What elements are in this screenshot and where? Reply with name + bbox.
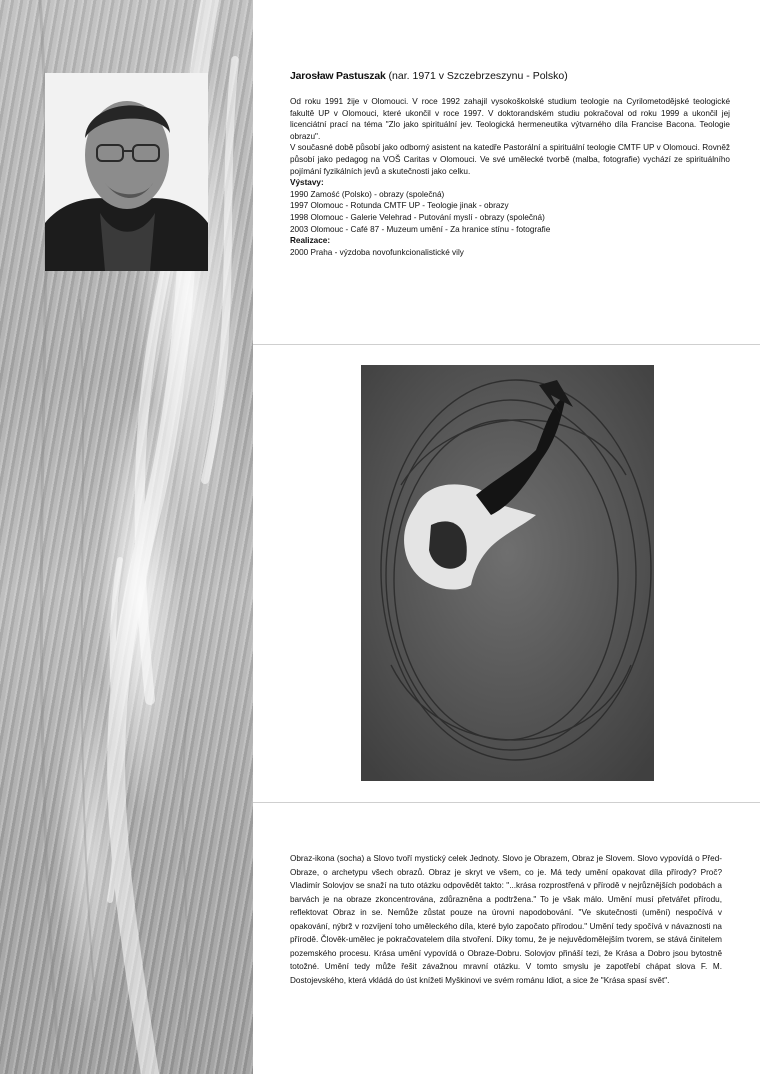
bio-paragraph: Od roku 1991 žije v Olomouci. V roce 1992 zahajil vysokoškolské studium teologie na Cyrilometodějské teologické fakultě UP v Olomouci, které ukončil v roce 1997. V doktorandském studiu pokračoval od roku 1999 a ukončil jej licenciátní prací na téma "Zlo jako spirituální jev. Teologická hermeneutika výtvarného díla Francise Bacona. Teologie obrazu". bbox=[290, 97, 730, 141]
artwork-illustration bbox=[361, 365, 654, 781]
section-divider bbox=[253, 344, 760, 345]
artist-birth-note: (nar. 1971 v Szczebrzeszynu - Polsko) bbox=[388, 70, 568, 82]
realization-item: 2000 Praha - výzdoba novofunkcionalistické vily bbox=[290, 247, 464, 257]
artist-name: Jarosław Pastuszak bbox=[290, 70, 386, 82]
artist-portrait-photo bbox=[45, 73, 208, 271]
artist-bio bbox=[290, 70, 730, 258]
essay-text: Obraz-ikona (socha) a Slovo tvoří mystický celek Jednoty. Slovo je Obrazem, Obraz je Slovem. Slovo vypovídá o Před-Obraze, o archetypu všech obrazů. Obraz je skryt ve všem, co je. Má tedy umění opakovat díla přírody? Proč? Vladimír Solovjov se snaží na tuto otázku odpovědět takto: "...krása rozprostřená v přírodě v nejrůznějších podobách a barvách je na obraze zkoncentrována, zdůrazněna a podtržena." To je však málo. Umění musí přetvářet přírodu, reflektovat Obraz in se. Nemůže zůstat pouze na úrovni napodobování. "Ve skutečnosti (umění) nespočívá v opakování, nýbrž v rozvíjení toho uměleckého díla, které bylo započato přírodou." Umění tedy spočívá v návaznosti na přírodě. Člověk-umělec je pokračovatelem díla stvoření. Díky tomu, že je nejuvědomělejším tvorem, se stává činitelem pozemského procesu. Krása umění vypovídá o Obraze-Dobru. Solovjov přináší tezi, že Krása a Dobro jsou bytostně totožné. Umění tedy může řešit závažnou mravní otázku. V tomto smyslu je zapotřebí chápat slova F. M. Dostojevského, která vkládá do úst knížeti Myškinovi ve svém románu Idiot, a sice že "Krása spasí svět". bbox=[290, 854, 722, 985]
artist-heading bbox=[290, 70, 730, 82]
section-divider bbox=[253, 802, 760, 803]
exhibition-item: 2003 Olomouc - Café 87 - Muzeum umění - Za hranice stínu - fotografie bbox=[290, 224, 551, 234]
exhibition-item: 1990 Zamość (Polsko) - obrazy (společná) bbox=[290, 189, 445, 199]
exhibition-item: 1997 Olomouc - Rotunda CMTF UP - Teologie jinak - obrazy bbox=[290, 201, 509, 211]
bio-paragraph: V současné době působí jako odborný asistent na katedře Pastorální a spirituální teologie CMTF UP v Olomouci. Rovněž působí jako pedagog na VOŠ Caritas v Olomouci. Ve své umělecké tvorbě (malba, fotografie) vychází ze spirituálního pojímání fyzikálních jevů a skutečnosti jako celku. bbox=[290, 143, 730, 176]
portrait-illustration bbox=[45, 73, 208, 271]
artwork-image bbox=[361, 365, 654, 781]
realizations-heading: Realizace: bbox=[290, 236, 331, 246]
exhibition-item: 1998 Olomouc - Galerie Velehrad - Putování myslí - obrazy (společná) bbox=[290, 212, 545, 222]
exhibitions-heading: Výstavy: bbox=[290, 178, 324, 188]
